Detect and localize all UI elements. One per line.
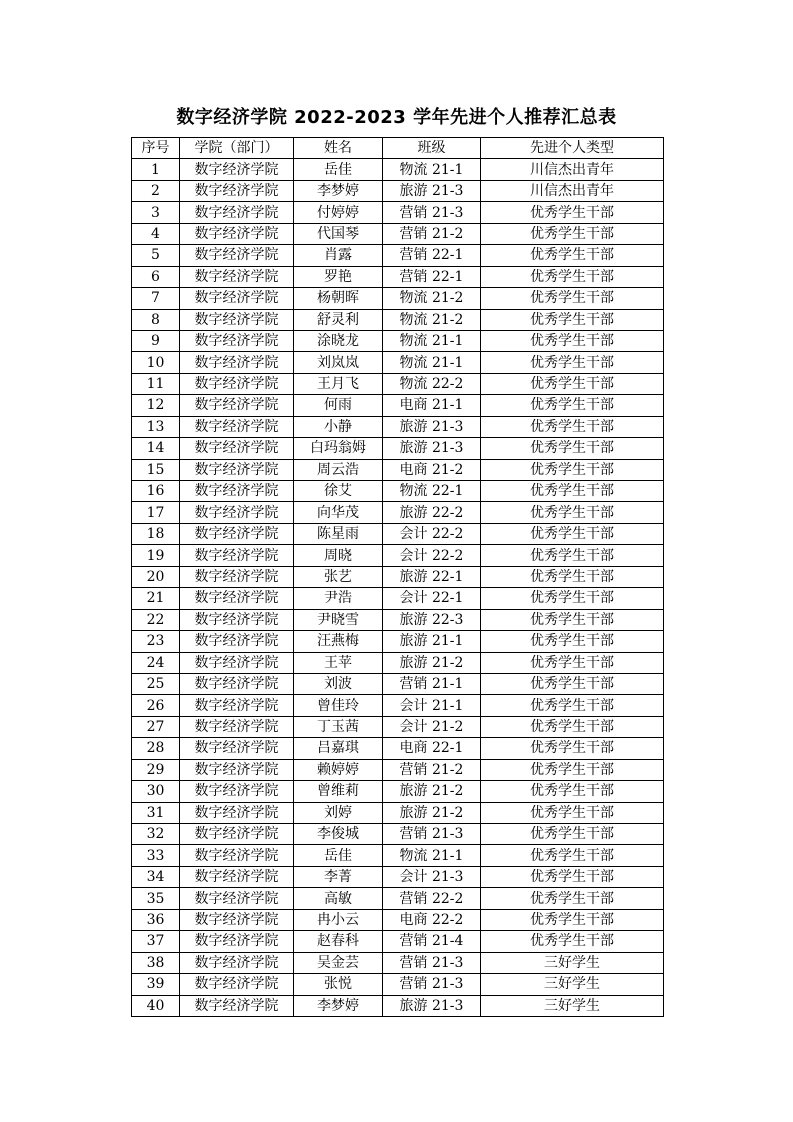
cell-index: 31 bbox=[132, 802, 180, 823]
cell-index: 33 bbox=[132, 845, 180, 866]
cell-award-type: 优秀学生干部 bbox=[481, 609, 664, 630]
cell-class: 旅游 21-2 bbox=[383, 802, 481, 823]
cell-index: 12 bbox=[132, 395, 180, 416]
cell-award-type: 优秀学生干部 bbox=[481, 631, 664, 652]
cell-award-type: 优秀学生干部 bbox=[481, 931, 664, 952]
cell-name: 吕嘉琪 bbox=[294, 738, 383, 759]
cell-award-type: 优秀学生干部 bbox=[481, 824, 664, 845]
table-row bbox=[132, 266, 664, 287]
cell-class: 旅游 21-3 bbox=[383, 438, 481, 459]
cell-class: 营销 21-3 bbox=[383, 202, 481, 223]
cell-name: 岳佳 bbox=[294, 159, 383, 180]
header-index: 序号 bbox=[132, 138, 180, 159]
cell-class: 营销 21-4 bbox=[383, 931, 481, 952]
cell-index: 29 bbox=[132, 759, 180, 780]
cell-award-type: 优秀学生干部 bbox=[481, 223, 664, 244]
cell-name: 尹浩 bbox=[294, 588, 383, 609]
cell-index: 2 bbox=[132, 180, 180, 201]
cell-class: 营销 21-3 bbox=[383, 824, 481, 845]
cell-college: 数字经济学院 bbox=[180, 180, 294, 201]
table-row bbox=[132, 373, 664, 394]
cell-class: 物流 21-1 bbox=[383, 330, 481, 351]
cell-name: 冉小云 bbox=[294, 909, 383, 930]
cell-index: 17 bbox=[132, 502, 180, 523]
cell-award-type: 优秀学生干部 bbox=[481, 245, 664, 266]
table-row bbox=[132, 845, 664, 866]
table-row bbox=[132, 866, 664, 887]
cell-name: 刘岚岚 bbox=[294, 352, 383, 373]
cell-college: 数字经济学院 bbox=[180, 738, 294, 759]
cell-class: 电商 22-2 bbox=[383, 909, 481, 930]
cell-college: 数字经济学院 bbox=[180, 395, 294, 416]
table-row bbox=[132, 888, 664, 909]
cell-college: 数字经济学院 bbox=[180, 373, 294, 394]
table-row bbox=[132, 974, 664, 995]
cell-index: 22 bbox=[132, 609, 180, 630]
cell-class: 会计 22-2 bbox=[383, 545, 481, 566]
cell-index: 19 bbox=[132, 545, 180, 566]
cell-class: 营销 21-2 bbox=[383, 223, 481, 244]
cell-award-type: 优秀学生干部 bbox=[481, 759, 664, 780]
cell-college: 数字经济学院 bbox=[180, 330, 294, 351]
cell-award-type: 优秀学生干部 bbox=[481, 781, 664, 802]
cell-college: 数字经济学院 bbox=[180, 759, 294, 780]
table-row bbox=[132, 288, 664, 309]
cell-college: 数字经济学院 bbox=[180, 652, 294, 673]
header-college: 学院（部门） bbox=[180, 138, 294, 159]
table-row bbox=[132, 931, 664, 952]
table-row bbox=[132, 459, 664, 480]
cell-name: 王苹 bbox=[294, 652, 383, 673]
cell-class: 物流 21-1 bbox=[383, 352, 481, 373]
page-title: 数字经济学院 2022-2023 学年先进个人推荐汇总表 bbox=[176, 107, 617, 128]
cell-name: 周晓 bbox=[294, 545, 383, 566]
cell-college: 数字经济学院 bbox=[180, 481, 294, 502]
table-row bbox=[132, 481, 664, 502]
table-row bbox=[132, 609, 664, 630]
table-body bbox=[132, 159, 664, 1017]
cell-class: 营销 21-1 bbox=[383, 673, 481, 694]
cell-index: 14 bbox=[132, 438, 180, 459]
cell-index: 36 bbox=[132, 909, 180, 930]
cell-index: 35 bbox=[132, 888, 180, 909]
cell-award-type: 三好学生 bbox=[481, 974, 664, 995]
cell-name: 李梦婷 bbox=[294, 995, 383, 1016]
cell-index: 7 bbox=[132, 288, 180, 309]
cell-class: 会计 21-2 bbox=[383, 716, 481, 737]
cell-award-type: 优秀学生干部 bbox=[481, 352, 664, 373]
cell-index: 26 bbox=[132, 695, 180, 716]
cell-award-type: 优秀学生干部 bbox=[481, 481, 664, 502]
cell-college: 数字经济学院 bbox=[180, 588, 294, 609]
cell-name: 涂晓龙 bbox=[294, 330, 383, 351]
cell-name: 赵春科 bbox=[294, 931, 383, 952]
cell-college: 数字经济学院 bbox=[180, 202, 294, 223]
cell-class: 物流 22-1 bbox=[383, 481, 481, 502]
cell-name: 张艺 bbox=[294, 566, 383, 587]
cell-class: 旅游 22-3 bbox=[383, 609, 481, 630]
cell-college: 数字经济学院 bbox=[180, 909, 294, 930]
cell-class: 物流 21-2 bbox=[383, 309, 481, 330]
cell-name: 李梦婷 bbox=[294, 180, 383, 201]
cell-name: 赖婷婷 bbox=[294, 759, 383, 780]
cell-index: 9 bbox=[132, 330, 180, 351]
cell-class: 物流 21-1 bbox=[383, 159, 481, 180]
cell-college: 数字经济学院 bbox=[180, 609, 294, 630]
table-row bbox=[132, 781, 664, 802]
cell-class: 营销 21-3 bbox=[383, 952, 481, 973]
cell-award-type: 优秀学生干部 bbox=[481, 288, 664, 309]
cell-college: 数字经济学院 bbox=[180, 459, 294, 480]
cell-name: 刘婷 bbox=[294, 802, 383, 823]
cell-class: 会计 21-3 bbox=[383, 866, 481, 887]
cell-index: 18 bbox=[132, 523, 180, 544]
cell-index: 1 bbox=[132, 159, 180, 180]
table-row bbox=[132, 245, 664, 266]
cell-award-type: 优秀学生干部 bbox=[481, 523, 664, 544]
cell-award-type: 优秀学生干部 bbox=[481, 588, 664, 609]
cell-class: 旅游 21-2 bbox=[383, 652, 481, 673]
cell-class: 旅游 21-3 bbox=[383, 995, 481, 1016]
table-row bbox=[132, 802, 664, 823]
table-row bbox=[132, 995, 664, 1016]
cell-award-type: 优秀学生干部 bbox=[481, 502, 664, 523]
cell-index: 38 bbox=[132, 952, 180, 973]
cell-class: 电商 22-1 bbox=[383, 738, 481, 759]
cell-index: 30 bbox=[132, 781, 180, 802]
cell-college: 数字经济学院 bbox=[180, 523, 294, 544]
cell-award-type: 优秀学生干部 bbox=[481, 373, 664, 394]
table-row bbox=[132, 202, 664, 223]
cell-index: 32 bbox=[132, 824, 180, 845]
cell-name: 丁玉茜 bbox=[294, 716, 383, 737]
cell-name: 岳佳 bbox=[294, 845, 383, 866]
cell-college: 数字经济学院 bbox=[180, 223, 294, 244]
cell-college: 数字经济学院 bbox=[180, 995, 294, 1016]
table-row bbox=[132, 545, 664, 566]
table-row bbox=[132, 330, 664, 351]
cell-name: 李俊城 bbox=[294, 824, 383, 845]
table-row bbox=[132, 631, 664, 652]
cell-class: 物流 21-1 bbox=[383, 845, 481, 866]
table-row bbox=[132, 416, 664, 437]
cell-index: 5 bbox=[132, 245, 180, 266]
cell-class: 旅游 21-1 bbox=[383, 631, 481, 652]
cell-name: 杨朝晖 bbox=[294, 288, 383, 309]
cell-college: 数字经济学院 bbox=[180, 781, 294, 802]
cell-class: 会计 22-1 bbox=[383, 588, 481, 609]
cell-class: 营销 21-3 bbox=[383, 974, 481, 995]
cell-award-type: 优秀学生干部 bbox=[481, 416, 664, 437]
cell-name: 汪燕梅 bbox=[294, 631, 383, 652]
cell-class: 旅游 21-3 bbox=[383, 416, 481, 437]
cell-name: 陈星雨 bbox=[294, 523, 383, 544]
cell-college: 数字经济学院 bbox=[180, 952, 294, 973]
cell-name: 肖露 bbox=[294, 245, 383, 266]
cell-award-type: 三好学生 bbox=[481, 952, 664, 973]
cell-index: 16 bbox=[132, 481, 180, 502]
cell-name: 罗艳 bbox=[294, 266, 383, 287]
cell-name: 李菁 bbox=[294, 866, 383, 887]
table-row bbox=[132, 438, 664, 459]
cell-college: 数字经济学院 bbox=[180, 545, 294, 566]
cell-index: 23 bbox=[132, 631, 180, 652]
table-row bbox=[132, 395, 664, 416]
cell-award-type: 优秀学生干部 bbox=[481, 738, 664, 759]
cell-class: 物流 22-2 bbox=[383, 373, 481, 394]
cell-name: 曾佳玲 bbox=[294, 695, 383, 716]
cell-award-type: 优秀学生干部 bbox=[481, 330, 664, 351]
cell-index: 34 bbox=[132, 866, 180, 887]
cell-name: 周云浩 bbox=[294, 459, 383, 480]
table-row bbox=[132, 223, 664, 244]
cell-class: 营销 22-1 bbox=[383, 266, 481, 287]
cell-college: 数字经济学院 bbox=[180, 888, 294, 909]
cell-college: 数字经济学院 bbox=[180, 352, 294, 373]
cell-class: 旅游 22-1 bbox=[383, 566, 481, 587]
cell-class: 营销 22-2 bbox=[383, 888, 481, 909]
cell-college: 数字经济学院 bbox=[180, 438, 294, 459]
cell-index: 21 bbox=[132, 588, 180, 609]
cell-index: 40 bbox=[132, 995, 180, 1016]
cell-index: 28 bbox=[132, 738, 180, 759]
table-row bbox=[132, 523, 664, 544]
table-row bbox=[132, 652, 664, 673]
cell-index: 6 bbox=[132, 266, 180, 287]
cell-index: 10 bbox=[132, 352, 180, 373]
cell-college: 数字经济学院 bbox=[180, 566, 294, 587]
cell-college: 数字经济学院 bbox=[180, 288, 294, 309]
cell-award-type: 优秀学生干部 bbox=[481, 695, 664, 716]
header-name: 姓名 bbox=[294, 138, 383, 159]
cell-class: 营销 21-2 bbox=[383, 759, 481, 780]
cell-college: 数字经济学院 bbox=[180, 266, 294, 287]
table-row bbox=[132, 716, 664, 737]
cell-name: 向华茂 bbox=[294, 502, 383, 523]
cell-college: 数字经济学院 bbox=[180, 931, 294, 952]
cell-name: 吴金芸 bbox=[294, 952, 383, 973]
cell-name: 付婷婷 bbox=[294, 202, 383, 223]
table-row bbox=[132, 824, 664, 845]
header-award-type: 先进个人类型 bbox=[481, 138, 664, 159]
header-class: 班级 bbox=[383, 138, 481, 159]
cell-name: 张悦 bbox=[294, 974, 383, 995]
cell-name: 小静 bbox=[294, 416, 383, 437]
cell-class: 物流 21-2 bbox=[383, 288, 481, 309]
cell-college: 数字经济学院 bbox=[180, 866, 294, 887]
cell-award-type: 川信杰出青年 bbox=[481, 180, 664, 201]
table-row bbox=[132, 180, 664, 201]
cell-award-type: 优秀学生干部 bbox=[481, 438, 664, 459]
cell-class: 营销 22-1 bbox=[383, 245, 481, 266]
cell-name: 尹晓雪 bbox=[294, 609, 383, 630]
cell-name: 刘波 bbox=[294, 673, 383, 694]
cell-name: 曾维莉 bbox=[294, 781, 383, 802]
cell-index: 13 bbox=[132, 416, 180, 437]
cell-award-type: 川信杰出青年 bbox=[481, 159, 664, 180]
cell-award-type: 优秀学生干部 bbox=[481, 566, 664, 587]
cell-index: 3 bbox=[132, 202, 180, 223]
table-row bbox=[132, 673, 664, 694]
cell-award-type: 优秀学生干部 bbox=[481, 459, 664, 480]
table-row bbox=[132, 738, 664, 759]
table-row bbox=[132, 695, 664, 716]
cell-award-type: 优秀学生干部 bbox=[481, 845, 664, 866]
cell-college: 数字经济学院 bbox=[180, 673, 294, 694]
cell-college: 数字经济学院 bbox=[180, 416, 294, 437]
cell-award-type: 优秀学生干部 bbox=[481, 395, 664, 416]
table-row bbox=[132, 352, 664, 373]
cell-college: 数字经济学院 bbox=[180, 974, 294, 995]
cell-award-type: 优秀学生干部 bbox=[481, 716, 664, 737]
cell-class: 旅游 22-2 bbox=[383, 502, 481, 523]
cell-index: 11 bbox=[132, 373, 180, 394]
cell-index: 25 bbox=[132, 673, 180, 694]
cell-college: 数字经济学院 bbox=[180, 802, 294, 823]
cell-name: 代国琴 bbox=[294, 223, 383, 244]
cell-college: 数字经济学院 bbox=[180, 245, 294, 266]
cell-index: 20 bbox=[132, 566, 180, 587]
table-row bbox=[132, 159, 664, 180]
cell-college: 数字经济学院 bbox=[180, 695, 294, 716]
cell-class: 旅游 21-2 bbox=[383, 781, 481, 802]
cell-index: 4 bbox=[132, 223, 180, 244]
cell-class: 电商 21-1 bbox=[383, 395, 481, 416]
cell-college: 数字经济学院 bbox=[180, 502, 294, 523]
table-row bbox=[132, 588, 664, 609]
cell-index: 24 bbox=[132, 652, 180, 673]
table-row bbox=[132, 759, 664, 780]
cell-college: 数字经济学院 bbox=[180, 309, 294, 330]
cell-award-type: 优秀学生干部 bbox=[481, 673, 664, 694]
cell-award-type: 优秀学生干部 bbox=[481, 802, 664, 823]
cell-index: 37 bbox=[132, 931, 180, 952]
cell-class: 旅游 21-3 bbox=[383, 180, 481, 201]
recommendation-table bbox=[131, 137, 664, 1017]
cell-class: 会计 21-1 bbox=[383, 695, 481, 716]
cell-name: 何雨 bbox=[294, 395, 383, 416]
cell-class: 会计 22-2 bbox=[383, 523, 481, 544]
cell-class: 电商 21-2 bbox=[383, 459, 481, 480]
cell-award-type: 优秀学生干部 bbox=[481, 866, 664, 887]
cell-name: 徐艾 bbox=[294, 481, 383, 502]
cell-award-type: 优秀学生干部 bbox=[481, 545, 664, 566]
cell-award-type: 优秀学生干部 bbox=[481, 909, 664, 930]
cell-index: 27 bbox=[132, 716, 180, 737]
cell-name: 舒灵利 bbox=[294, 309, 383, 330]
table-header-row bbox=[132, 138, 664, 159]
table-row bbox=[132, 502, 664, 523]
cell-index: 8 bbox=[132, 309, 180, 330]
table-row bbox=[132, 909, 664, 930]
cell-college: 数字经济学院 bbox=[180, 845, 294, 866]
cell-college: 数字经济学院 bbox=[180, 716, 294, 737]
cell-name: 王月飞 bbox=[294, 373, 383, 394]
table-row bbox=[132, 309, 664, 330]
cell-name: 白玛翁姆 bbox=[294, 438, 383, 459]
cell-award-type: 优秀学生干部 bbox=[481, 202, 664, 223]
cell-award-type: 三好学生 bbox=[481, 995, 664, 1016]
cell-award-type: 优秀学生干部 bbox=[481, 309, 664, 330]
cell-index: 39 bbox=[132, 974, 180, 995]
cell-college: 数字经济学院 bbox=[180, 159, 294, 180]
cell-award-type: 优秀学生干部 bbox=[481, 266, 664, 287]
table-row bbox=[132, 566, 664, 587]
cell-college: 数字经济学院 bbox=[180, 824, 294, 845]
cell-name: 高敏 bbox=[294, 888, 383, 909]
cell-award-type: 优秀学生干部 bbox=[481, 652, 664, 673]
cell-college: 数字经济学院 bbox=[180, 631, 294, 652]
cell-award-type: 优秀学生干部 bbox=[481, 888, 664, 909]
table-row bbox=[132, 952, 664, 973]
cell-index: 15 bbox=[132, 459, 180, 480]
